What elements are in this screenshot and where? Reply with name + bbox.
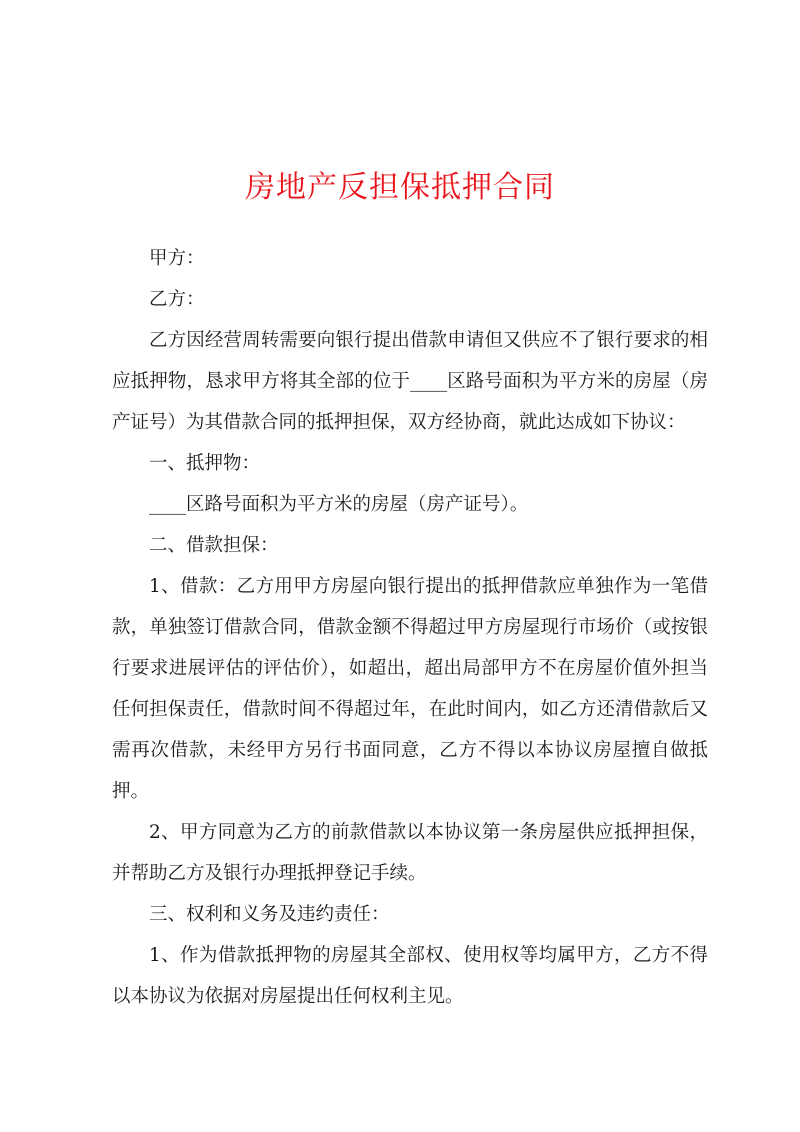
- clause-guarantee-consent: 2、甲方同意为乙方的前款借款以本协议第一条房屋供应抵押担保，并帮助乙方及银行办理抵押登记手续。: [112, 822, 708, 884]
- section-heading-collateral: 一、抵押物：: [149, 453, 261, 474]
- section-heading-loan-guarantee: 二、借款担保：: [149, 535, 279, 556]
- party-b-line: 乙方：: [149, 289, 205, 310]
- collateral-description: ____区路号面积为平方米的房屋（房产证号）。: [149, 494, 529, 515]
- section-heading-rights-obligations: 三、权利和义务及违约责任：: [149, 904, 390, 925]
- preamble-paragraph: 乙方因经营周转需要向银行提出借款申请但又供应不了银行要求的相应抵押物，恳求甲方将其全部的位于____区路号面积为平方米的房屋（房产证号）为其借款合同的抵押担保，双方经协商，就此达成如下协议：: [112, 330, 708, 433]
- document-body: [112, 238, 708, 1017]
- document-title: 房地产反担保抵押合同: [245, 170, 555, 205]
- party-a-line: 甲方：: [149, 248, 205, 269]
- clause-ownership: 1、作为借款抵押物的房屋其全部权、使用权等均属甲方，乙方不得以本协议为依据对房屋提出任何权利主见。: [112, 945, 708, 1007]
- clause-loan: 1、借款：乙方用甲方房屋向银行提出的抵押借款应单独作为一笔借款，单独签订借款合同，借款金额不得超过甲方房屋现行市场价（或按银行要求进展评估的评估价），如超出，超出局部甲方不在房屋价值外担当任何担保责任，借款时间不得超过年，在此时间内，如乙方还清借款后又需再次借款，未经甲方另行书面同意，乙方不得以本协议房屋擅自做抵押。: [112, 576, 708, 802]
